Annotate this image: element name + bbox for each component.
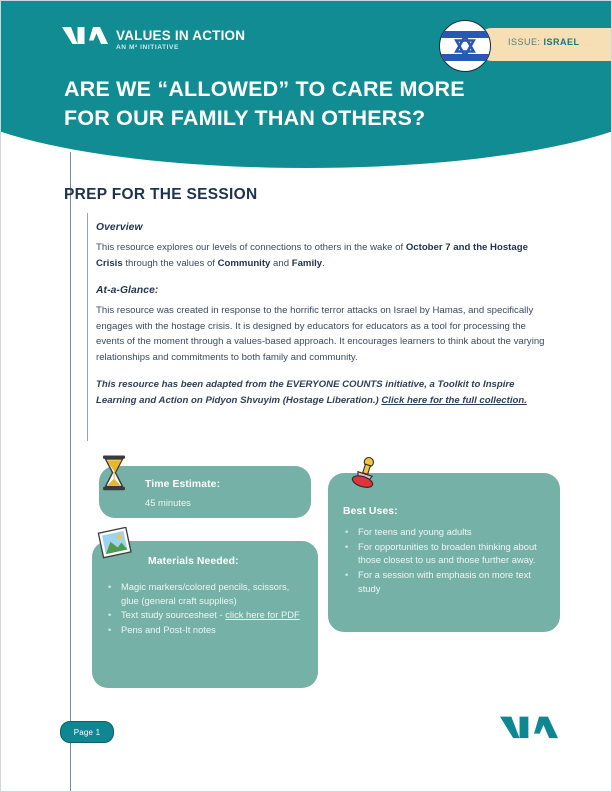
section-heading: PREP FOR THE SESSION bbox=[64, 186, 258, 203]
materials-needed-list bbox=[106, 580, 306, 638]
time-estimate-title: Time Estimate: bbox=[145, 479, 221, 490]
time-estimate-card bbox=[99, 466, 311, 518]
hourglass-icon bbox=[99, 455, 129, 496]
rubber-stamp-icon bbox=[350, 456, 380, 497]
israel-flag-icon bbox=[439, 20, 491, 72]
content-indent-rule bbox=[87, 213, 88, 441]
best-uses-title: Best Uses: bbox=[343, 506, 398, 517]
page-title bbox=[64, 75, 504, 133]
materials-needed-title: Materials Needed: bbox=[148, 556, 239, 567]
via-logo-header bbox=[62, 26, 245, 55]
picture-frame-icon bbox=[97, 527, 133, 566]
page-number-badge: Page 1 bbox=[60, 721, 114, 743]
issue-label: ISSUE: bbox=[508, 37, 541, 47]
adapted-from-paragraph: This resource has been adapted from the EVERYONE COUNTS initiative, a Toolkit to Inspire Learning and Action on Pidyon Shvuyim (Hostage Liberation.) Click here for the full collection. bbox=[96, 379, 527, 406]
issue-badge-text bbox=[508, 37, 580, 47]
issue-value: ISRAEL bbox=[543, 37, 580, 47]
overview-label: Overview bbox=[96, 222, 143, 233]
via-logo-mark-icon bbox=[62, 26, 108, 55]
best-uses-list bbox=[343, 525, 551, 597]
page-title-line2: FOR OUR FAMILY THAN OTHERS? bbox=[64, 105, 426, 130]
star-of-david-icon bbox=[440, 21, 490, 71]
via-logo-footer-icon bbox=[500, 714, 558, 747]
at-a-glance-paragraph: This resource was created in response to the horrific terror attacks on Israel by Hamas, and specifically engages with the hostage crisis. It is designed by educators for educators as a tool for processing the events of the moment through a values-based approach. It encourages learners to think about the varying relationships and commitments to both family and community. bbox=[96, 305, 545, 363]
overview-paragraph: This resource explores our levels of connections to others in the wake of October 7 and the Hostage Crisis through the values of Community and Family. bbox=[96, 242, 528, 269]
at-a-glance-label: At-a-Glance: bbox=[96, 285, 159, 297]
page-title-line1: ARE WE “ALLOWED” TO CARE MORE bbox=[64, 77, 465, 101]
body-content bbox=[96, 222, 548, 408]
logo-title: VALUES IN ACTION bbox=[116, 27, 246, 43]
left-margin-rule bbox=[70, 152, 71, 792]
materials-list: • Magic markers/colored pencils, scissors, glue (general craft supplies) • Text study sourcesheet - click here for PDF • Pens and Post-It notes bbox=[106, 580, 306, 637]
time-estimate-value: 45 minutes bbox=[145, 497, 191, 508]
logo-subtitle: AN M² INITIATIVE bbox=[116, 44, 179, 52]
best-uses-list-items: • For teens and young adults • For opportunities to broaden thinking about those closest to us and those further away. • For a session with emphasis on more text study bbox=[343, 525, 551, 596]
